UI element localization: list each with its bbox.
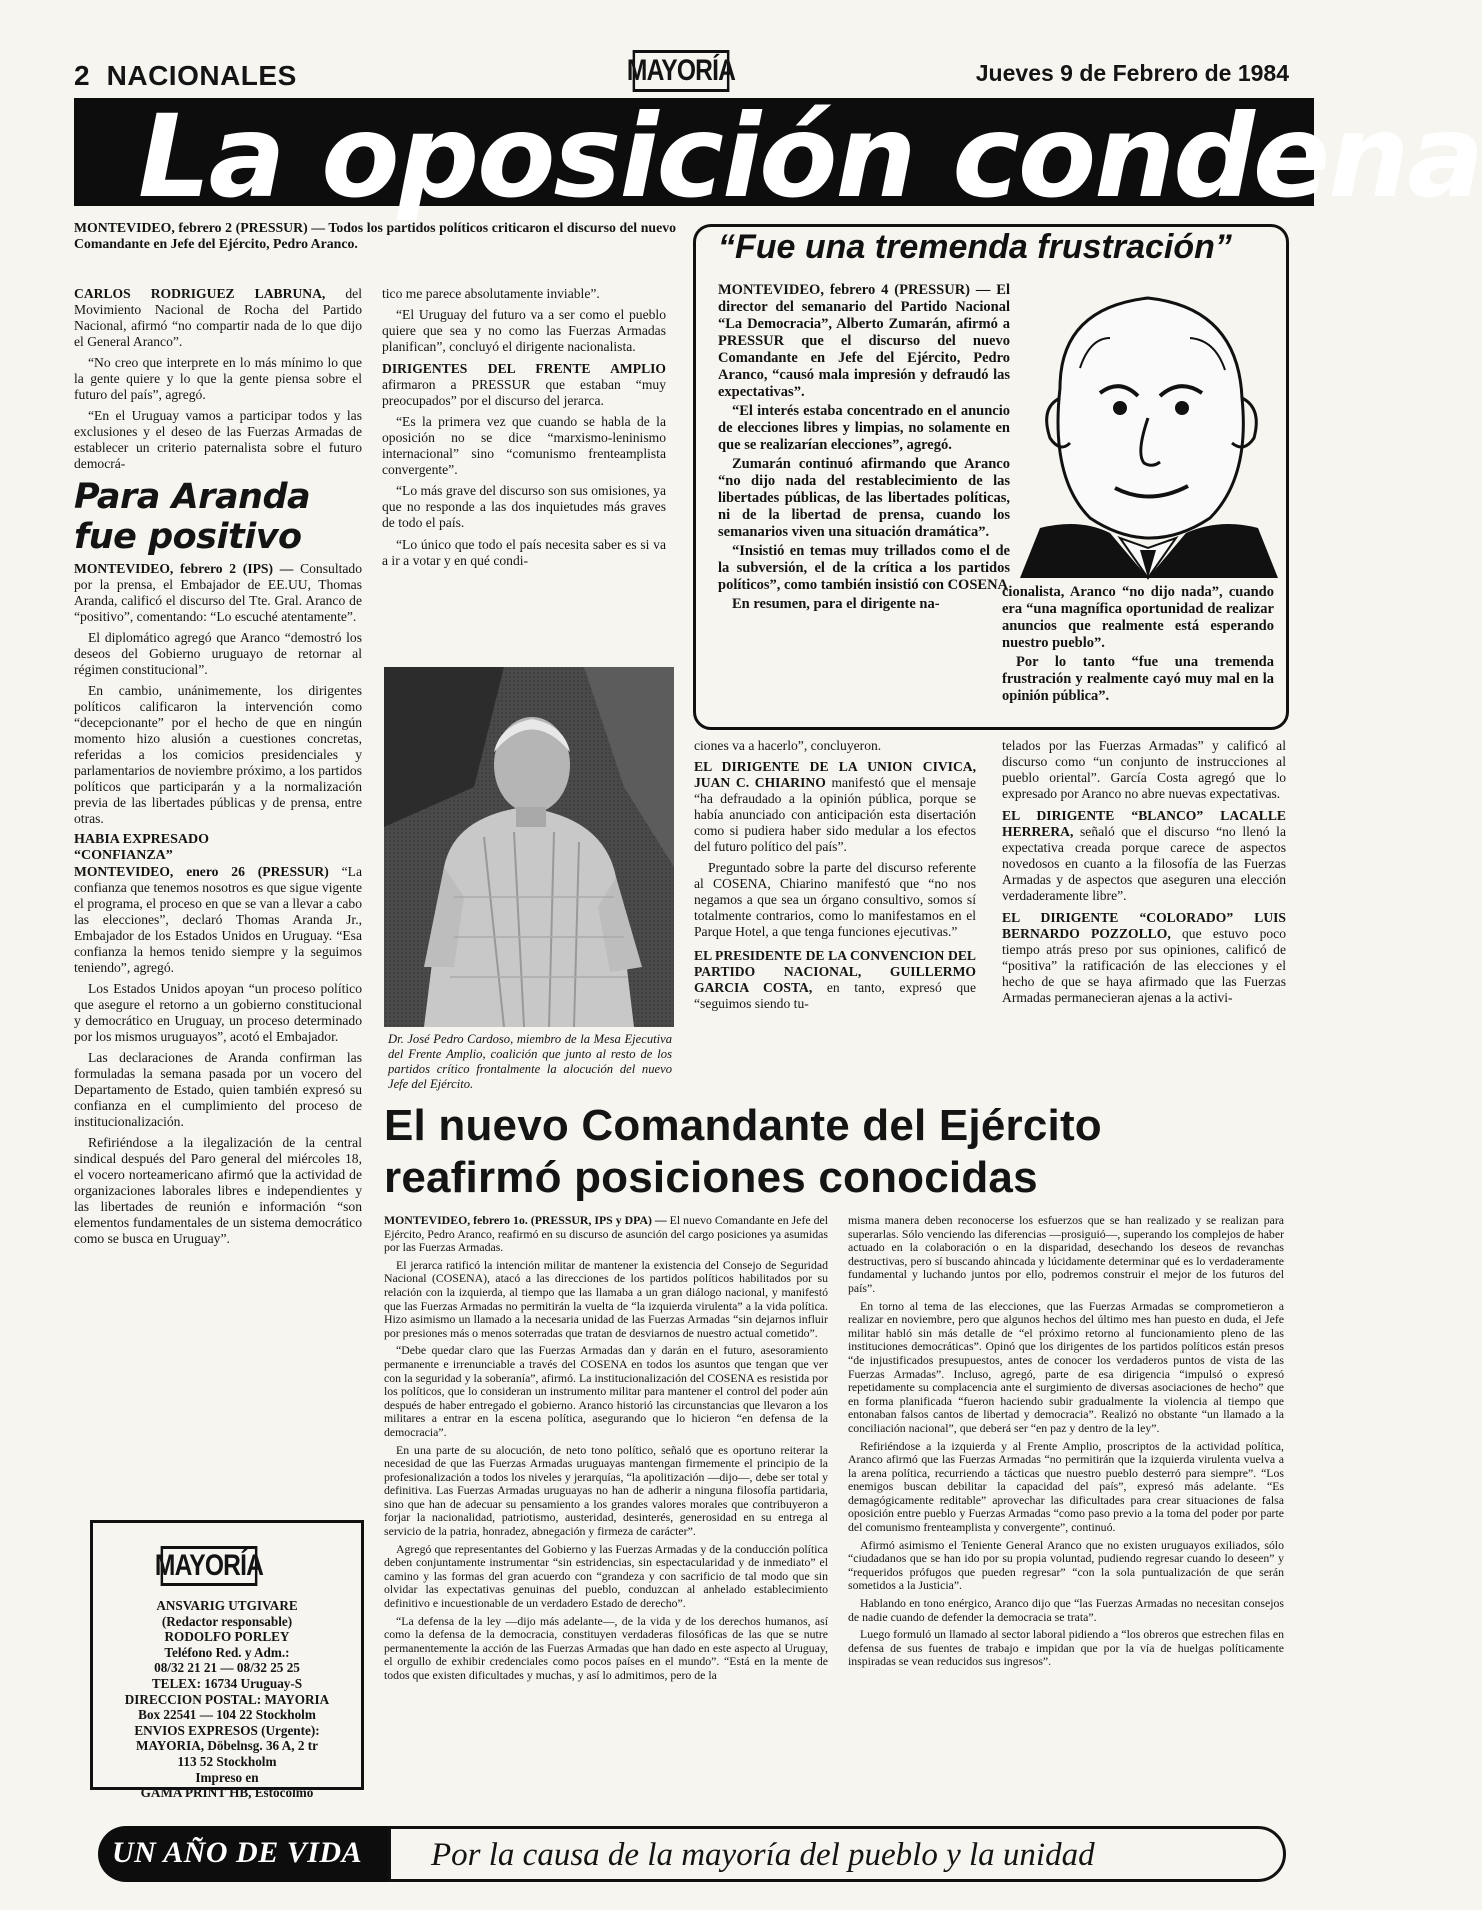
dateline: MONTEVIDEO, enero 26 (PRESSUR) (74, 864, 329, 879)
photo-caption: Dr. José Pedro Cardoso, miembro de la Mesa Ejecutiva del Frente Amplio, coalición que junto al resto de los partidos crítico frontalmente la alocución del nuevo Jefe del Ejército. (388, 1032, 672, 1091)
section-label (74, 60, 297, 92)
lead-kicker: MONTEVIDEO, febrero 2 (PRESSUR) — Todos los partidos políticos criticaron el discurso del nuevo Comandante en Jefe del Ejército, Pedro Aranco. (74, 220, 676, 251)
paragraph (694, 948, 976, 1012)
paragraph: MONTEVIDEO, febrero 4 (PRESSUR) — El director del semanario del Partido Nacional “La Democracia”, Alberto Zumarán, afirmó a PRESSUR que el discurso del nuevo Comandante en Jefe del Ejército, Pedro Aranco, “causó mala impresión y defraudó las expectativas”. (718, 282, 1010, 400)
paragraph: “Lo más grave del discurso son sus omisiones, ya que no responde a las dos inquietudes más graves de todo el país. (382, 483, 666, 530)
paragraph: Hablando en tono enérgico, Aranco dijo que “las Fuerzas Armadas no necesitan consejos de nadie cuando de defender la democracia se trata”. (848, 1596, 1284, 1624)
footer-anniversary (98, 1826, 388, 1882)
paragraph (74, 561, 362, 625)
paragraph: Zumarán continuó afirmando que Aranco “no dijo nada del restablecimiento de las libertades públicas, de las libertades políticas, ni de la libertad de prensa, cuando los semanarios viven una situación dramática”. (718, 456, 1010, 540)
paragraph-text: Consultado por la prensa, el Embajador de EE.UU, Thomas Aranda, calificó el discurso del Tte. Gral. Aranco de “positivo”, comentando: “Lo escuché atentamente”. (74, 561, 362, 624)
masthead-logo: MAYORÍA (161, 1546, 258, 1586)
paragraph-text: manifestó que el mensaje “ha defraudado a la opinión pública, porque se había anunciado con anticipación esta disertación como si pudiera haber sido medular a los efectos del futuro político del país”. (694, 775, 976, 854)
masthead-line: MAYORIA, Döbelnsg. 36 A, 2 tr (136, 1738, 318, 1754)
subheading (74, 477, 362, 557)
masthead-line: ENVIOS EXPRESOS (Urgente): (134, 1722, 320, 1738)
masthead-line: ANSVARIG UTGIVARE (156, 1598, 298, 1613)
paragraph: El diplomático agregó que Aranco “demostró los deseos del Gobierno uruguayo de retornar al régimen constitucional”. (74, 630, 362, 677)
paragraph: Los Estados Unidos apoyan “un proceso político que asegure el retorno a un gobierno constitucional y democrático en Uruguay, un proceso determinado por los mismos uruguayos”, acotó el Embajador. (74, 981, 362, 1044)
column-4 (1002, 738, 1286, 1011)
paragraph: “La defensa de la ley —dijo más adelante—, de la vida y de los derechos humanos, así como la defensa de la democracia, constituyen verdaderas filosóficas de las que se nutre permanentemente la acción de las Fuerzas Armadas que han dado en este aspecto al Uruguay, el orgullo de exhibir credenciales como pocos países en el mundo”. “Está en la mente de todos que existen dificultades y muchas, y así lo admitimos, pero de la (384, 1613, 828, 1682)
subheading-2 (74, 832, 362, 864)
paragraph: “Debe quedar claro que las Fuerzas Armadas dan y darán en el futuro, asesoramiento permanente e irrenunciable a través del COSENA en todos los asuntos que tengan que ver con la seguridad y la soberanía”, afirmó. La institucionalización del COSENA es resistida por los políticos, que lo consideran un instrumento militar para mantener el control del poder aún después de haber entregado el gobierno. Aranco historió las circunstancias que llevaron a los militares a entrar en la escena política, asegurando que lo hicieron “en defensa de la democracia”. (384, 1343, 828, 1439)
section-name: NACIONALES (106, 60, 297, 91)
paragraph: El jerarca ratificó la intención militar de mantener la existencia del Consejo de Seguridad Nacional (COSENA), atacó a las direcciones de los partidos políticos habilitados por su relación con la izquierda, al tiempo que las llamaba a un gran diálogo nacional, y manifestó que las Fuerzas Armadas no permitirán la vuelta de “la izquierda virulenta” a la vida política. Hizo asimismo un llamado a la necesaria unidad de las Fuerzas Armadas “sin dejarnos influir por presiones más o menos soterradas que tratan de desviarnos de nuestro actual cometido”. (384, 1257, 828, 1340)
paragraph (1002, 910, 1286, 1006)
paragraph: “Insistió en temas muy trillados como el de la subversión, el de la crítica a los partidos políticos”, como también insistió con COSENA (718, 543, 1010, 593)
paragraph: Agregó que representantes del Gobierno y las Fuerzas Armadas y de la conducción política deben conjuntamente instrumentar “sin estridencias, sin espectacularidad y de inmediato” el camino y las formas del gran acuerdo con “grandeza y con sacrificio de tal modo que sin olvidar las expectativas genuinas del pueblo, conduzcan al anhelado establecimiento definitivo e incuestionable de un verdadero Estado de derecho”. (384, 1541, 828, 1611)
main-banner (74, 90, 1482, 223)
article-column-a (384, 1214, 828, 1687)
paragraph-text: El nuevo Comandante en Jefe del Ejército, Pedro Aranco, reafirmó en su discurso de asunción del cargo posiciones ya asumidas por las Fuerzas Armadas. (384, 1213, 829, 1255)
paragraph-text: “La confianza que tenemos nosotros es que sigue vigente el programa, el proceso en que se van a llevar a cabo las elecciones”, declaró Thomas Aranda Jr., Embajador de los Estados Unidos en Uruguay. “Esa confianza la hemos tenido siempre y la seguimos teniendo”, agregó. (74, 864, 362, 975)
masthead-line: TELEX: 16734 Uruguay-S (151, 1675, 303, 1691)
subheading-line: “CONFIANZA” (74, 848, 173, 863)
paragraph-text: afirmaron a PRESSUR que estaban “muy preocupados” por el discurso del jerarca. (382, 377, 666, 408)
paragraph: En una parte de su alocución, de neto tono político, señaló que es oportuno reiterar la necesidad de que las Fuerzas Armadas uruguayas mantengan firmemente el principio de la profesionalización a todos los niveles y jerarquías, “la apolitización —dijo—, debe ser total y definitiva. Las Fuerzas Armadas uruguayas no han de adherir a ninguna filosofía partidaria, sino que han de adecuar su pensamiento a los grandes valores morales que contribuyeron a forjar la nacionalidad, patriotismo, austeridad, desinterés, generosidad en su entrega al servicio de la patria, honradez, abnegación y firmeza de carácter”. (384, 1442, 828, 1539)
paragraph-text: del Movimiento Nacional de Rocha del Partido Nacional, afirmó “no compartir nada de lo que dijo el General Aranco”. (74, 286, 362, 349)
masthead-line: (Redactor responsable) (161, 1613, 293, 1629)
paragraph: “No creo que interprete en lo más mínimo lo que la gente quiere y lo que la gente piensa sobre el futuro del país”, agregó. (74, 355, 362, 402)
paragraph-text: señaló que el discurso “no llenó la expectativa creada porque carece de aspectos novedosos en cuanto a la filosofía de las Fuerzas Armadas y de aspectos que aseguren una elección verdaderamente libre”. (1002, 824, 1286, 903)
paragraph: “Es la primera vez que cuando se habla de la oposición no se dice “marxismo-leninismo internacional” sino “comunismo frenteamplista convergente”. (382, 414, 666, 477)
masthead-line: DIRECCION POSTAL: MAYORIA (124, 1691, 330, 1707)
paragraph: Por lo tanto “fue una tremenda frustración y realmente cayó muy mal en la opinión pública”. (1002, 654, 1274, 704)
dateline: MONTEVIDEO, febrero 2 (IPS) — (74, 561, 294, 576)
masthead-line: 113 52 Stockholm (177, 1753, 277, 1769)
newspaper-logo: MAYORÍA (633, 50, 730, 92)
column-3 (694, 738, 976, 1017)
paragraph: “En el Uruguay vamos a participar todos y las exclusiones y el deseo de las Fuerzas Armadas de establecer un criterio paternalista sobre el futuro democrá- (74, 408, 362, 471)
caricature-image (1020, 278, 1278, 578)
paragraph: Luego formuló un llamado al sector laboral pidiendo a “los obreros que estrechen filas en defensa de sus fuentes de trabajo e impidan que por la vía de huelgas políticamente inspiradas se vean reducidos sus ingresos”. (848, 1627, 1284, 1669)
speaker-name: DIRIGENTES DEL FRENTE AMPLIO (382, 361, 666, 376)
paragraph: En cambio, unánimemente, los dirigentes políticos calificaron la intervención como “decepcionante” por el hecho de que en ningún momento hizo alusión a cuestiones concretas, referidas a los comicios presidenciales y parlamentarios de noviembre próximo, a los partidos políticos que participarán y a la normalización previa de las libertades públicas y de prensa, entre otras. (74, 683, 362, 826)
paragraph (382, 361, 666, 409)
paragraph: Refiriéndose a la izquierda y al Frente Amplio, proscriptos de la actividad política, Aranco afirmó que las Fuerzas Armadas “no permitirán que la izquierda virulenta vuelva a la arena política, recurriendo a tácticas que nuestro pueblo desterró para siempre”. “Los enemigos buscan debilitar la capacidad del país”, expresó más adelante. “Es demagógicamente reditable” aprovechar las dificultades para crear situaciones de falsa oposición entre pueblo y Fuerzas Armadas “como paso previo a la toma del poder por parte del comunismo frenteamplista y convergente”, continuó. (848, 1438, 1284, 1535)
subheading-line: HABIA EXPRESADO (74, 832, 209, 847)
paragraph (74, 864, 362, 976)
issue-date: Jueves 9 de Febrero de 1984 (975, 60, 1289, 86)
paragraph (384, 1214, 828, 1255)
box-column-2 (1002, 584, 1274, 707)
paragraph: Afirmó asimismo el Teniente General Aranco que no existen uruguayos exiliados, sólo “ciudadanos que se han ido por su propia voluntad, pudiendo regresar cuando lo deseen” y “requeridos prófugos que pueden regresar” “con la sola puntualización de que serán sometidos a la Justicia”. (848, 1537, 1284, 1593)
paragraph: En resumen, para el dirigente na- (732, 596, 940, 612)
paragraph: Las declaraciones de Aranda confirman las formuladas la semana pasada por un vocero del Departamento de Estado, quien también expresó su confianza en el cumplimiento del proceso de institucionalización. (74, 1050, 362, 1129)
paragraph-text: que estuvo poco tiempo atrás preso por sus opiniones, calificó de “positiva” la ratificación de las elecciones y el hecho de que se haya afirmado que las Fuerzas Armadas permanecieran ajenas a la activi- (1002, 926, 1286, 1005)
photo-cardoso (384, 667, 674, 1027)
paragraph: ciones va a hacerlo”, concluyeron. (694, 738, 882, 753)
article-headline (384, 1100, 1294, 1204)
banner-title: La oposición condena (138, 90, 1482, 223)
paragraph: “El interés estaba concentrado en el anuncio de elecciones libres y limpias, no solamente en que se realizarían elecciones”, agregó. (718, 403, 1010, 453)
paragraph: tico me parece absolutamente inviable”. (382, 286, 600, 301)
paragraph: Preguntado sobre la parte del discurso referente al COSENA, Chiarino manifestó que “no nos negamos a que sea un órgano consultivo, somos sí totalmente contrarios, como lo manifestamos en el Parque Hotel, a que tenga funciones ejecutivas.” (694, 860, 976, 939)
dateline: MONTEVIDEO, febrero 1o. (PRESSUR, IPS y DPA) — (384, 1213, 667, 1227)
paragraph: telados por las Fuerzas Armadas” y calificó al discurso como “un conjunto de instrucciones al pueblo oriental”. García Costa agregó que lo expresado por Aranco no abre nuevas expectativas. (1002, 738, 1286, 801)
paragraph (1002, 808, 1286, 904)
speaker-name: EL DIRIGENTE DE LA UNION CIVICA, JUAN C. CHIARINO (694, 759, 976, 790)
paragraph (694, 759, 976, 855)
paragraph: misma manera deben reconocerse los esfuerzos que se han realizado y se realizan para superarlas. Sólo venciendo las diferencias —prosiguió—, superando los complejos de haber actuado en la colaboración o en la disparidad, desechando los deseos de revanchas destructivas, pero sí buscando ahincada y lúcidamente determinar qué es lo verdaderamente fundamental y luchando juntos por ello, podremos construir el mejor de los futuros del país”. (848, 1213, 1284, 1295)
box-column-1 (718, 282, 1010, 615)
subheading-line: fue positivo (74, 517, 302, 557)
masthead-info (96, 1598, 358, 1801)
speaker-name: EL PRESIDENTE DE LA CONVENCION DEL PARTIDO NACIONAL, GUILLERMO GARCIA COSTA, (694, 948, 976, 995)
subheading-line: Para Aranda (74, 477, 311, 517)
masthead-line: 08/32 21 21 — 08/32 25 25 (154, 1660, 300, 1676)
paragraph: “El Uruguay del futuro va a ser como el pueblo quiere que sea y no como las Fuerzas Armadas planifican”, concluyó el dirigente nacionalista. (382, 307, 666, 354)
box-title: “Fue una tremenda frustración” (718, 228, 1232, 266)
masthead-line: Box 22541 — 104 22 Stockholm (138, 1707, 316, 1723)
speaker-name: EL DIRIGENTE “BLANCO” LACALLE HERRERA, (1002, 808, 1286, 839)
headline-line: El nuevo Comandante del Ejército (384, 1101, 1102, 1150)
paragraph: En torno al tema de las elecciones, que las Fuerzas Armadas se comprometieron a realizar en noviembre, pero que algunos hechos del último mes han puesto en duda, el Jefe militar habló sin más detalle de “el próximo retorno al funcionamiento pleno de las instituciones democráticas”. Opinó que los dirigentes de los partidos políticos están presos “de injustificados presupuestos, antes de conocer los verdaderos puntos de vista de las Fuerzas Armadas”. Incluso, agregó, parte de esa dirigencia “impulsó o expresó repetidamente su complacencia ante el surgimiento de diversas asociaciones de hecho” que en forma planificada “fueron haciendo subir gradualmente la violencia al tiempo que entonaban falsos cantos de libertad y democracia”. Realizó no obstante “un llamado a la conciliación nacional”, que deberá ser “en paz y dentro de la ley”. (848, 1298, 1284, 1435)
paragraph: cionalista, Aranco “no dijo nada”, cuando era “una magnífica oportunidad de realizar anuncios que realmente está esperando nuestro pueblo”. (1002, 584, 1274, 651)
masthead-line: RODOLFO PORLEY (164, 1629, 290, 1645)
footer-anniversary-text: UN AÑO DE VIDA (112, 1836, 363, 1869)
caricature-zumaran (1020, 278, 1278, 578)
paragraph-text: en tanto, expresó que “seguimos siendo tu- (694, 980, 977, 1011)
speaker-name: CARLOS RODRIGUEZ LABRUNA, (74, 286, 326, 301)
paragraph: “Lo único que todo el país necesita saber es si va a ir a votar y en qué condi- (382, 537, 666, 568)
headline-line: reafirmó posiciones conocidas (384, 1153, 1038, 1202)
page-number: 2 (74, 60, 91, 91)
masthead-line: GAMA PRINT HB, Estocolmo (140, 1785, 314, 1801)
photo-image (384, 667, 674, 1027)
column-2 (382, 286, 666, 574)
masthead-line: Impreso en (195, 1769, 259, 1785)
paragraph (74, 286, 362, 350)
column-1 (74, 286, 362, 1252)
footer-slogan-text: Por la causa de la mayoría del pueblo y la unidad (431, 1837, 1095, 1873)
speaker-name: EL DIRIGENTE “COLORADO” LUIS BERNARDO POZZOLLO, (1002, 910, 1286, 941)
masthead-line: Teléfono Red. y Adm.: (164, 1644, 290, 1660)
footer-slogan (388, 1826, 1286, 1882)
article-column-b (848, 1214, 1284, 1673)
paragraph: Refiriéndose a la ilegalización de la central sindical después del Paro general del miércoles 18, el vocero norteamericano afirmó que la actividad de organizaciones laborales libres e independientes y las libertades de reunión e información “son elementos fundamentales de un sistema democrático como se busca en Uruguay”. (74, 1135, 362, 1246)
